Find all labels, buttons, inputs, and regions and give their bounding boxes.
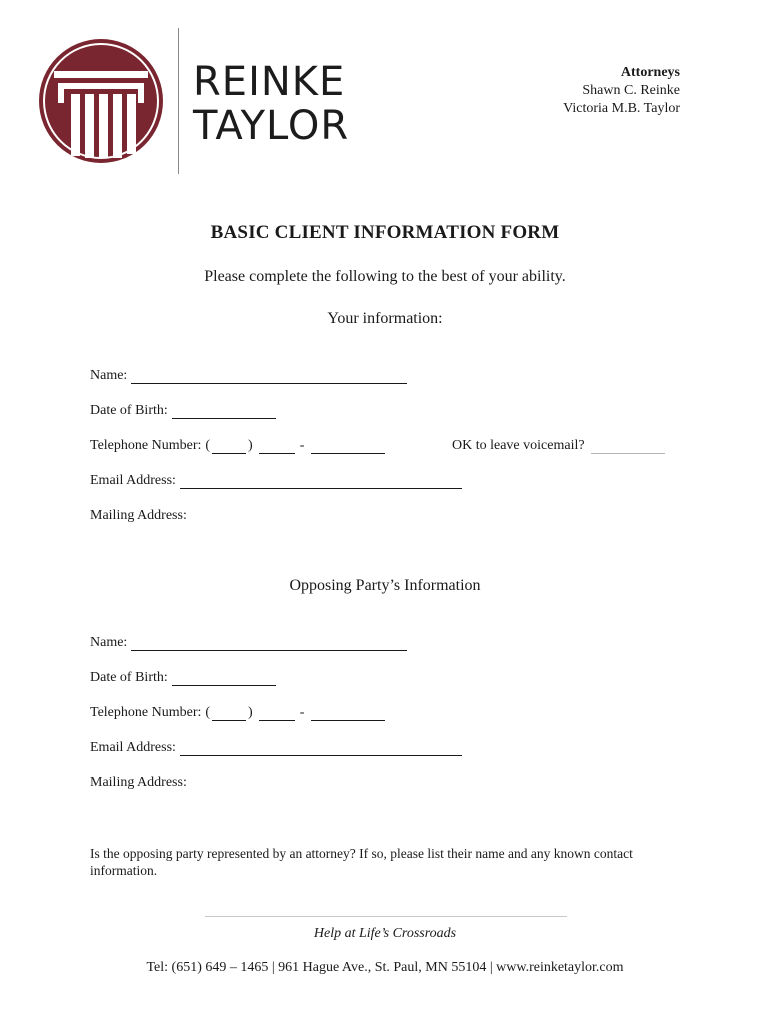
header-divider — [178, 28, 179, 174]
client-dob-field — [90, 403, 276, 419]
opposing-email-label: Email Address: — [90, 740, 176, 755]
client-email-input[interactable] — [180, 474, 462, 489]
firm-logo-icon — [38, 38, 164, 164]
opposing-dob-input[interactable] — [172, 671, 276, 686]
client-phone-label: Telephone Number: — [90, 438, 202, 453]
form-instruction: Please complete the following to the best of your ability. — [204, 268, 566, 285]
attorney-name: Victoria M.B. Taylor — [563, 101, 680, 116]
opposing-mailing-label: Mailing Address: — [90, 775, 187, 790]
opposing-phone-area-input[interactable] — [212, 706, 246, 721]
phone-paren-open: ( — [205, 438, 211, 453]
phone-dash: - — [299, 438, 305, 453]
brand-name-line2: TAYLOR — [193, 103, 350, 149]
opposing-name-label: Name: — [90, 635, 128, 650]
client-phone-prefix-input[interactable] — [259, 439, 295, 454]
client-mailing-label: Mailing Address: — [90, 508, 187, 523]
your-info-heading: Your information: — [327, 310, 443, 327]
representation-question: Is the opposing party represented by an attorney? If so, please list their name and any known contact information. — [90, 846, 633, 878]
client-voicemail-field — [452, 438, 665, 454]
opposing-phone-line-input[interactable] — [311, 706, 385, 721]
client-phone-field — [90, 438, 385, 454]
form-title: BASIC CLIENT INFORMATION FORM — [210, 222, 560, 243]
phone-paren-close: ) — [248, 438, 253, 453]
opposing-phone-prefix-input[interactable] — [259, 706, 295, 721]
client-mailing-field — [90, 508, 187, 524]
client-dob-input[interactable] — [172, 404, 276, 419]
opposing-phone-field — [90, 705, 385, 721]
attorney-name: Shawn C. Reinke — [582, 83, 680, 98]
attorneys-block — [563, 64, 680, 118]
client-email-field — [90, 473, 462, 489]
voicemail-input[interactable] — [591, 439, 665, 454]
phone-dash: - — [299, 705, 305, 720]
opposing-email-input[interactable] — [180, 741, 462, 756]
opposing-name-input[interactable] — [131, 636, 407, 651]
opposing-email-field — [90, 740, 462, 756]
opposing-heading: Opposing Party’s Information — [289, 577, 481, 594]
opposing-name-field — [90, 635, 407, 651]
voicemail-label: OK to leave voicemail? — [452, 438, 585, 453]
client-name-input[interactable] — [131, 369, 407, 384]
client-name-label: Name: — [90, 368, 128, 383]
client-dob-label: Date of Birth: — [90, 403, 168, 418]
client-phone-line-input[interactable] — [311, 439, 385, 454]
attorneys-heading: Attorneys — [620, 65, 680, 80]
opposing-phone-label: Telephone Number: — [90, 705, 202, 720]
phone-paren-close: ) — [248, 705, 253, 720]
brand-name-line1: REINKE — [193, 59, 346, 105]
footer-tagline: Help at Life’s Crossroads — [313, 926, 457, 941]
client-phone-area-input[interactable] — [212, 439, 246, 454]
footer-contact: Tel: (651) 649 – 1465 | 961 Hague Ave., St. Paul, MN 55104 | www.reinketaylor.com — [146, 960, 624, 975]
footer-divider — [205, 916, 567, 917]
phone-paren-open: ( — [205, 705, 211, 720]
client-name-field — [90, 368, 407, 384]
client-email-label: Email Address: — [90, 473, 176, 488]
opposing-dob-label: Date of Birth: — [90, 670, 168, 685]
opposing-mailing-field — [90, 775, 187, 791]
opposing-dob-field — [90, 670, 276, 686]
